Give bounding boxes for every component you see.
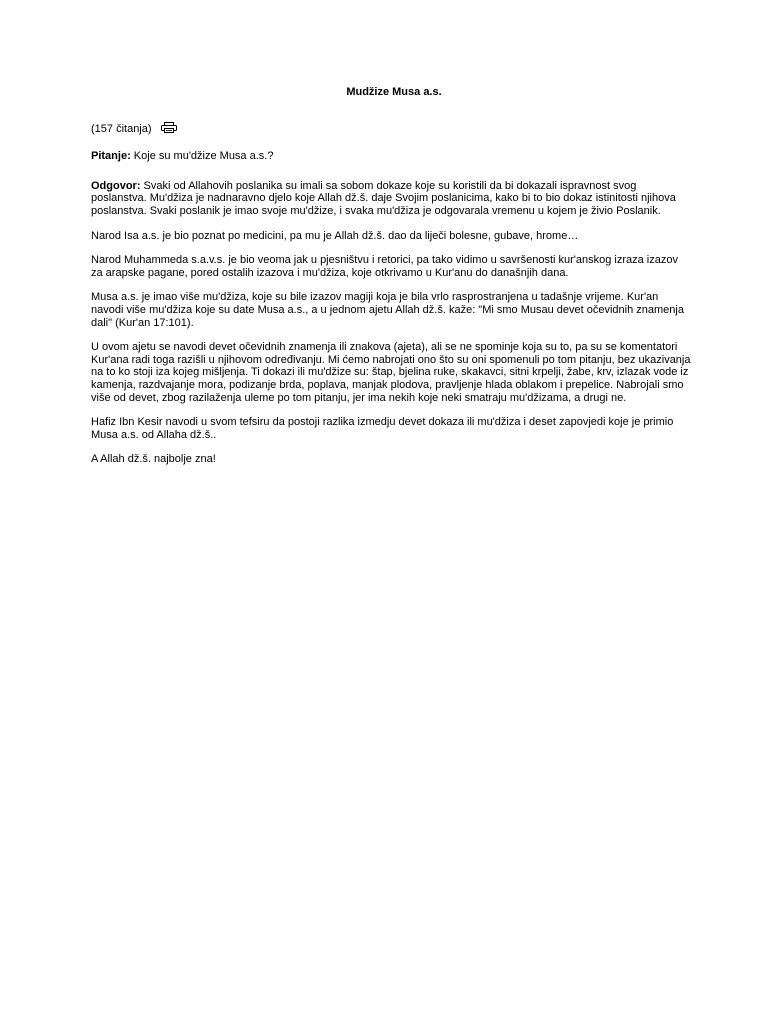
article (91, 86, 691, 478)
body-paragraph: Hafiz Ibn Kesir navodi u svom tefsiru da postoji razlika izmedju devet dokaza ili mu'džiza i deset zapovjedi koje je primio Musa a.s. od Allaha dž.š.. (91, 416, 674, 441)
answer-label: Odgovor: (91, 179, 141, 192)
read-count: (157 čitanja) (91, 122, 152, 135)
page-title: Mudžize Musa a.s. (346, 86, 442, 98)
question-text: Koje su mu'džize Musa a.s.? (130, 150, 274, 163)
body-paragraph: Narod Isa a.s. je bio poznat po medicini, pa mu je Allah dž.š. dao da liječi bolesne, gubave, hrome… (91, 229, 579, 242)
article-meta (91, 123, 691, 136)
body-paragraph: Musa a.s. je imao više mu'džiza, koje su bile izazov magiji koja je bila vrlo rasprostranjena u tadašnje vrijeme. Kur'an navodi više mu'džiza koje su date Musa a.s., a u jednom ajetu Allah dž.š. kaže: "Mi smo Musau devet očevidnih znamenja dali" (Kur'an 17:101). (91, 291, 684, 329)
question-paragraph (91, 150, 691, 163)
closing-line: A Allah dž.š. najbolje zna! (91, 453, 216, 466)
answer-text: Svaki od Allahovih poslanika su imali sa sobom dokaze koje su koristili da bi dokazali ispravnost svog poslanstva. Mu'džiza je nadnaravno djelo koje Allah dž.š. daje Svojim poslanicima, kako bi to bio dokaz istinitosti njihova poslanstva. Svaki poslanik je imao svoje mu'džize, i svaka mu'džiza je odgovarala vremenu u kojem je živio Poslanik. (91, 179, 676, 217)
answer-paragraph (91, 180, 691, 218)
question-label: Pitanje: (91, 150, 131, 163)
body-paragraph: Narod Muhammeda s.a.v.s. je bio veoma jak u pjesništvu i retorici, pa tako vidimo u savršenosti kur'anskog izraza izazov za arapske pagane, pored ostalih izazova i mu'džiza, koje otkrivamo u Kur'anu do današnjih dana. (91, 254, 678, 279)
body-paragraph: U ovom ajetu se navodi devet očevidnih znamenja ili znakova (ajeta), ali se ne spominje koja su to, pa su se komentatori Kur'ana radi toga razišli u njihovom određivanju. Mi ćemo nabrojati ono što su oni spomenuli po tom pitanju, bez ukazivanja na to ko stoji iza kojeg mišljenja. Ti dokazi ili mu'džize su: štap, bjelina ruke, skakavci, sitni krpelji, žabe, krv, izlazak vode iz kamenja, razdvajanje mora, podizanje brda, poplava, manjak plodova, pravljenje hlada oblakom i prepelice. Nabrojali smo više od devet, zbog razilaženja uleme po tom pitanju, jer ima nekih koje neki smatraju mu'džizama, a drugi ne. (91, 341, 691, 404)
printer-icon[interactable] (161, 122, 177, 133)
